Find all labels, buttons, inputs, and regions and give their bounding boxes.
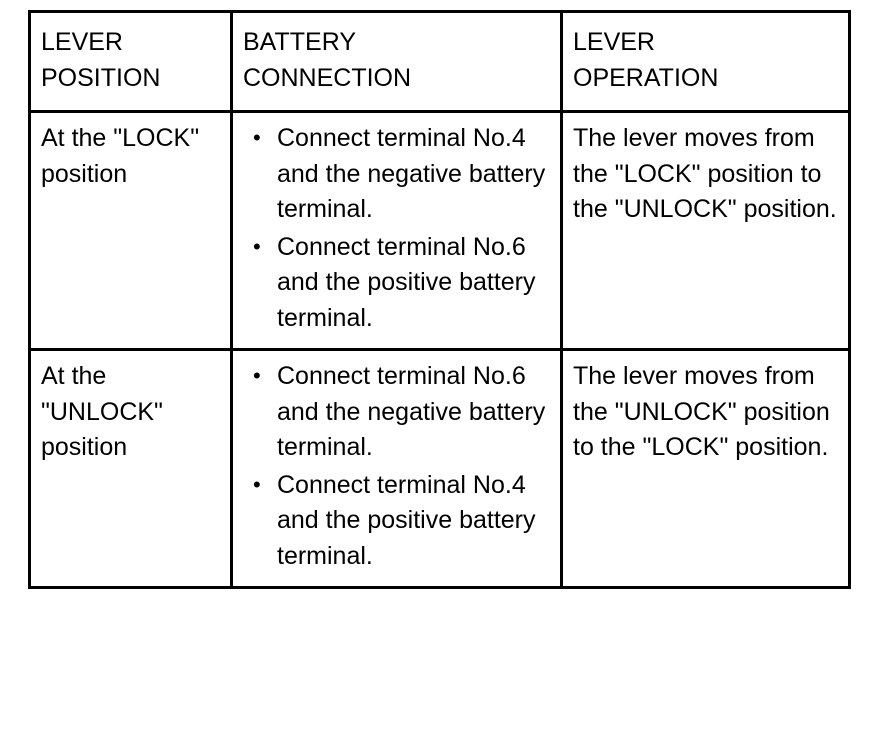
- lever-operation-table: [28, 10, 851, 589]
- table-row: [30, 350, 850, 588]
- column-header-line: BATTERY: [243, 28, 356, 56]
- cell-lever-operation: [562, 112, 850, 350]
- list-item: • Connect terminal No.6 and the positive battery terminal.: [277, 230, 550, 337]
- lever-position-text: At the "LOCK" position: [41, 124, 200, 188]
- column-header-line: POSITION: [41, 63, 161, 92]
- cell-lever-operation: [562, 350, 850, 588]
- column-header-line: LEVER: [41, 28, 123, 56]
- column-header-line: OPERATION: [573, 63, 719, 92]
- list-item: • Connect terminal No.4 and the positive battery terminal.: [277, 468, 550, 575]
- lever-operation-text: The lever moves from the "LOCK" position to the "UNLOCK" position.: [573, 124, 837, 223]
- battery-connection-list: [243, 121, 550, 336]
- table-header: [30, 12, 850, 112]
- list-item: • Connect terminal No.6 and the negative battery terminal.: [277, 359, 550, 466]
- table-body: [30, 112, 850, 588]
- column-header-lever-position: [30, 12, 232, 112]
- battery-connection-list: [243, 359, 550, 574]
- cell-battery-connection: [232, 350, 562, 588]
- column-header-line: CONNECTION: [243, 63, 412, 92]
- list-item: • Connect terminal No.4 and the negative battery terminal.: [277, 121, 550, 228]
- cell-battery-connection: [232, 112, 562, 350]
- cell-lever-position: [30, 350, 232, 588]
- column-header-lever-operation: [562, 12, 850, 112]
- table-header-row: [30, 12, 850, 112]
- lever-operation-text: The lever moves from the "UNLOCK" position to the "LOCK" position.: [573, 362, 830, 461]
- lever-position-text: At the "UNLOCK" position: [41, 362, 163, 461]
- column-header-battery-connection: [232, 12, 562, 112]
- cell-lever-position: [30, 112, 232, 350]
- table-row: [30, 112, 850, 350]
- column-header-line: LEVER: [573, 28, 655, 56]
